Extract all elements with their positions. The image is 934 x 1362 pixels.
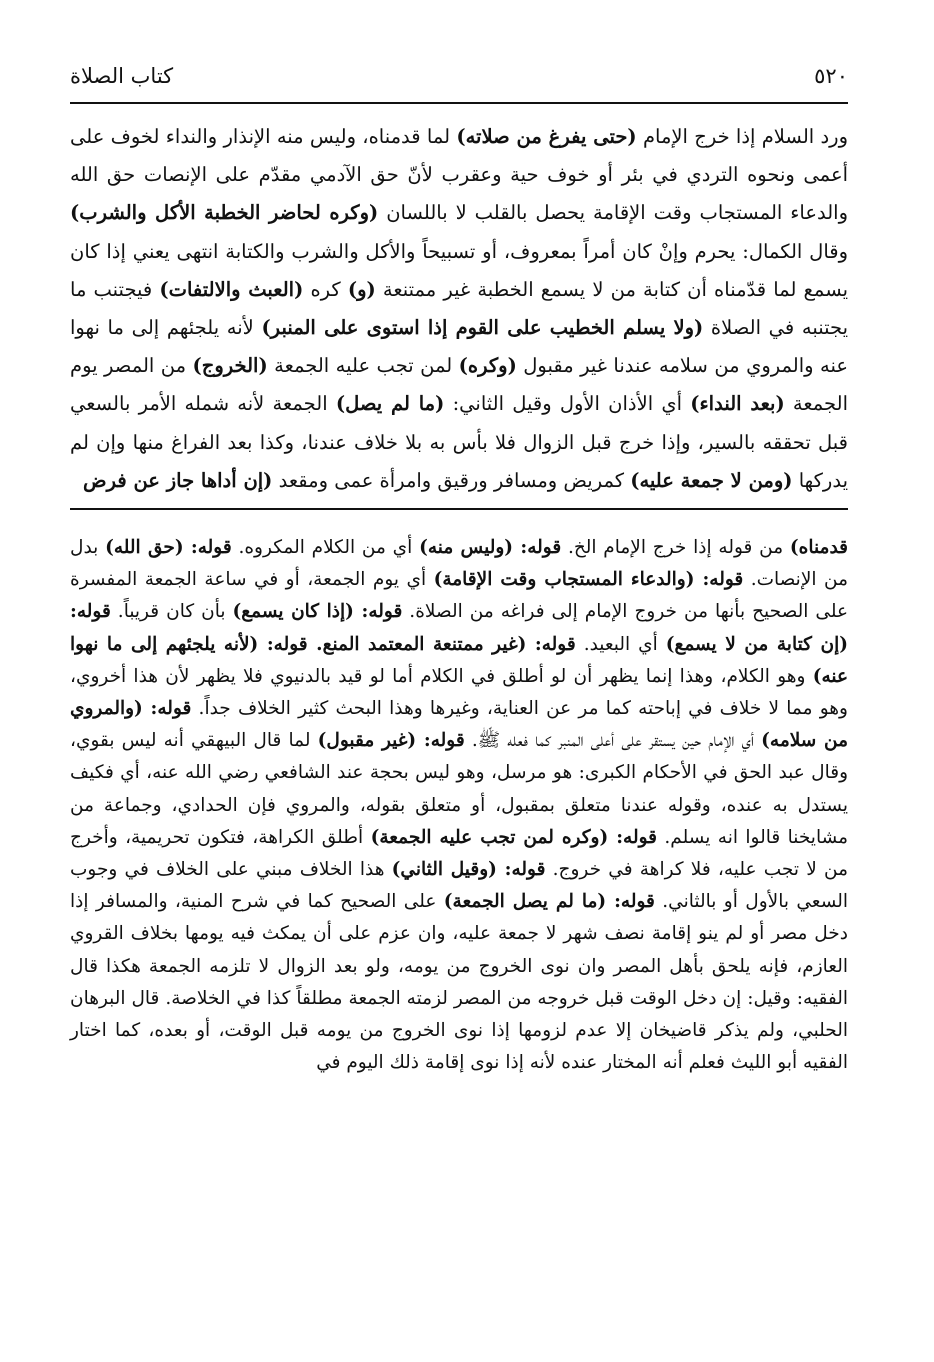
bold-run: قوله: (غير ممتنعة المعتمد المنع. قوله: (لأنه يلجئهم إلى ما نهوا عنه) (70, 633, 848, 687)
bold-run: قدمناه) (789, 537, 849, 559)
text-run: هذا الخلاف مبني على الخلاف في وجوب السعي بالأول أو بالثاني. (70, 859, 848, 913)
text-run: لأنه يلجئهم إلى ما نهوا عنه والمروي من سلامه عندنا غير مقبول (70, 316, 848, 378)
text-run: لمن تجب عليه الجمعة (267, 354, 459, 378)
text-run: أي الإمام حين يستقر على أعلى المنبر كما فعله ﷺ. (464, 730, 762, 752)
header-divider (70, 102, 848, 104)
bold-run: قوله: (وقيل الثاني) (391, 859, 546, 881)
text-run: أي من الكلام المكروه. (231, 537, 420, 559)
book-title: كتاب الصلاة (70, 64, 174, 88)
main-text (70, 118, 848, 500)
text-run: الجمعة لأنه شمله الأمر بالسعي قبل تحققه بالسير، وإذا خرج قبل الزوال فلا بأس به بلا خلاف عندنا، وكذا بعد الفراغ منها وإن لم يدركها (70, 392, 848, 492)
bold-run: قوله: (وكره لمن تجب عليه الجمعة) (370, 826, 657, 848)
bold-run: قوله: (وليس منه) (419, 537, 562, 559)
text-run: لما قال البيهقي أنه ليس بقوي، وقال عبد الحق في الأحكام الكبرى: هو مرسل، وهو ليس بحجة عند الشافعي رضي الله عنه، أي فكيف يستدل به عنده، وقوله عندنا متعلق بمقبول، أو متعلق بقوله، والمروي فإن الحدادي، وجماعة من مشايخنا قالوا انه يسلم. (70, 730, 849, 848)
bold-run: (بعد النداء) (690, 392, 785, 416)
commentary-paragraph (70, 532, 848, 1079)
page-number: ٥٢٠ (814, 64, 848, 88)
bold-run: قوله: (والدعاء المستجاب وقت الإقامة) (433, 569, 744, 591)
text-run: بدل من الإنصات. (70, 537, 848, 591)
bold-run: (و) (347, 277, 376, 301)
text-run: من قوله إذا خرج الإمام الخ. (561, 537, 790, 559)
bold-run: (وكره) (458, 354, 517, 378)
text-run: فيجتنب ما يجتنبه في الصلاة (70, 277, 848, 340)
bold-run: (وكره لحاضر الخطبة الأكل والشرب) (70, 201, 379, 225)
bold-run: (حتى يفرغ من صلاته) (456, 125, 637, 148)
bold-run: (ومن لا جمعة عليه) (630, 468, 793, 492)
bold-run: (ولا يسلم الخطيب على القوم إذا استوى على المنبر) (261, 316, 704, 340)
bold-run: قوله: (والمروي من سلامه) (70, 698, 848, 752)
text-run: ورد السلام إذا خرج الإمام (636, 125, 848, 148)
text-run: كمريض ومسافر ورقيق وامرأة عمى ومقعد (272, 468, 631, 492)
text-run: أي الأذان الأول وقيل الثاني: (444, 392, 691, 416)
footnote-divider (70, 508, 848, 510)
text-run: على الصحيح كما في شرح المنية، والمسافر إذا دخل مصر أو لم ينو إقامة نصف شهر لا جمعة عليه، وان عزم على أن يمكث فيه يومها بخلاف القروي العازم، فإنه يلحق بأهل المصر وان نوى الخروج من يومه، ولو بعد الزوال لا تلزمه الجمعة هكذا قال الفقيه: وقيل: إن دخل الوقت قبل خروجه من المصر لزمته الجمعة مطلقاً كذا في الخلاصة. قال البرهان الحلبي، ولم يذكر قاضيخان إلا عدم لزومها إذا نوى الخروج من يومه قبل الوقت، أو بعده، كما اختار الفقيه أبو الليث فعلم أنه المختار عنده لأنه إذا نوى إقامة ذلك اليوم في (70, 891, 848, 1074)
bold-run: (الخروج) (192, 354, 268, 378)
text-run: أطلق الكراهة، فتكون تحريمية، وأخرج من لا تجب عليه، فلا كراهة في خروج. (70, 826, 848, 881)
text-run: أي يوم الجمعة، أو في ساعة الجمعة المفسرة على الصحيح بأنها من خروج الإمام إلى فراغه من الصلاة. (70, 569, 848, 623)
text-run: وهو الكلام، وهذا إنما يظهر أن لو أطلق في الكلام أما لو قيد بالدنيوي فلا يظهر لأن هذا أخروي، وهو مما لا خلاف في إباحته كما مر عن العناية، وغيرها وهذا البحث كثير الخلاف جداً. (70, 665, 848, 720)
bold-run: (العبث والالتفات) (159, 277, 304, 301)
commentary-text (70, 532, 848, 1079)
bold-run: قوله: (حق الله) (105, 537, 232, 559)
bold-run: قوله: (إذا كان يسمع) (232, 601, 403, 623)
page-header (70, 56, 848, 96)
bold-run: قوله: (غير مقبول) (317, 730, 465, 752)
text-run: من المصر يوم الجمعة (70, 354, 848, 416)
book-page (70, 56, 848, 1079)
text-run: وقال الكمال: يحرم وإنْ كان أمراً بمعروف، أو تسبيحاً والأكل والشرب والكتابة انتهى يعني إذا كان يسمع لما قدّمناه أن كتابة من لا يسمع الخطبة غير ممتنعة (70, 239, 849, 301)
text-run: أي البعيد. (575, 633, 666, 655)
text-run: لما قدمناه، وليس منه الإنذار والنداء لخوف على أعمى ونحوه التردي في بئر أو خوف حية وعقرب لأنّ حق الآدمي مقدّم على الإنصات حق الله والدعاء المستجاب وقت الإقامة يحصل بالقلب لا باللسان (70, 125, 849, 225)
text-run: بأن كان قريباً. (110, 601, 233, 623)
main-paragraph (70, 118, 848, 500)
bold-run: قوله: (إن كتابة من لا يسمع) (70, 601, 848, 655)
bold-run: (إن أداها جاز عن فرض (83, 468, 273, 492)
bold-run: قوله: (ما لم يصل الجمعة) (443, 891, 655, 913)
text-run: كره (303, 277, 348, 301)
bold-run: (ما لم يصل) (335, 392, 445, 416)
